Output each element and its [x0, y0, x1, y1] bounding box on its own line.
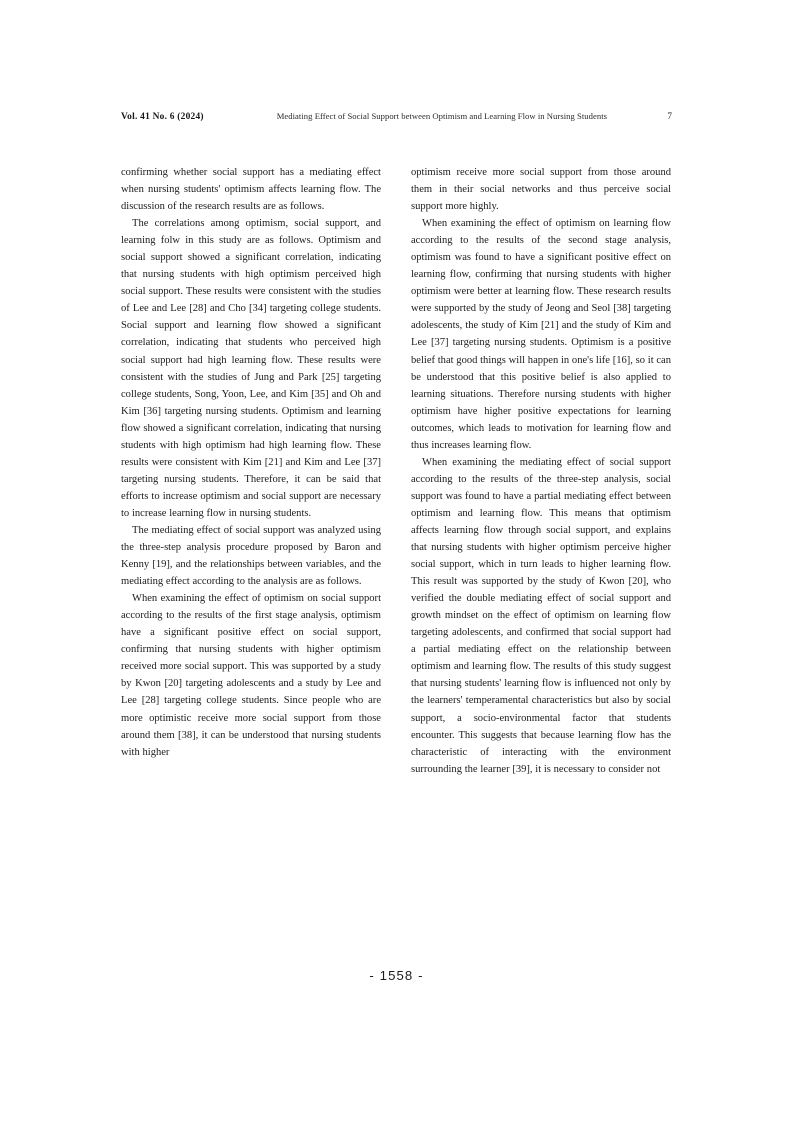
article-running-title: Mediating Effect of Social Support between Optimism and Learning Flow in Nursing Students	[276, 111, 608, 121]
paragraph: When examining the effect of optimism on social support according to the results of the first stage analysis, optimism have a significant positive effect on social support, confirming that nursing students with higher optimism received more social support. This was supported by a study by Kwon [20] targeting adolescents and a study by Lee and Lee [28] targeting college students. Since people who are more optimistic receive more social support from those around them [38], it can be understood that nursing students with higher	[121, 593, 381, 758]
page-folio: - 1558 -	[369, 968, 424, 983]
body-columns	[121, 164, 672, 942]
column-left	[121, 164, 381, 942]
paragraph: When examining the effect of optimism on learning flow according to the results of the second stage analysis, optimism was found to have a significant positive effect on learning flow, confirming that nursing students with higher optimism were better at learning flow. These research results were supported by the study of Jeong and Seol [38] targeting adolescents, the study of Kim [21] and the study of Kim and Lee [37] targeting nursing students. Optimism is a positive belief that good things will happen in one's life [16], so it can be understood that this positive belief is also applied to learning situations. Therefore nursing students with higher optimism have higher positive expectations for learning outcomes, which leads to motivation for learning flow and thus increases learning flow.	[411, 218, 671, 451]
paragraph: The correlations among optimism, social support, and learning folw in this study are as follows. Optimism and social support showed a significant correlation, indicating that nursing students with high optimism perceived high social support. These results were consistent with the studies of Lee and Lee [28] and Cho [34] targeting college students. Social support and learning flow showed a significant correlation, indicating that students who perceived high social support had high learning flow. These results were consistent with the studies of Jung and Park [25] targeting college students, Song, Yoon, Lee, and Kim [35] and Oh and Kim [36] targeting nursing students. Optimism and learning flow showed a significant correlation, indicating that nursing students with high optimism had high learning flow. These results were consistent with Kim [21] and Kim and Lee [37] targeting nursing students. Therefore, it can be said that efforts to increase optimism and social support are necessary to increase learning flow in nursing students.	[121, 218, 381, 519]
paragraph: The mediating effect of social support was analyzed using the three-step analysis procedure proposed by Baron and Kenny [19], and the relationships between variables, and the mediating effect according to the analysis are as follows.	[121, 524, 381, 588]
paragraph: When examining the mediating effect of social support according to the results of the three-step analysis, social support was found to have a partial mediating effect between optimism and learning flow. This means that optimism affects learning flow through social support, and explains that nursing students with higher optimism perceive higher social support, which in turn leads to higher learning flow. This result was supported by the study of Kwon [20], who verified the double mediating effect of social support and growth mindset on the effect of optimism on learning flow targeting adolescents, and confirmed that social support had a partial mediating effect on the relationship between optimism and learning flow. The results of this study suggest that nursing students' learning flow is influenced not only by the learners' temperamental characteristics but also by social support, a socio-environmental factor that students encounter. This suggests that because learning flow has the characteristic of interacting with the environment surrounding the learner [39], it is necessary to consider not	[411, 456, 671, 775]
running-head-page-marker: 7	[667, 111, 672, 121]
column-right	[411, 164, 671, 942]
paragraph: confirming whether social support has a mediating effect when nursing students' optimism affects learning flow. The discussion of the research results are as follows.	[121, 167, 381, 213]
running-head	[121, 111, 672, 127]
journal-volume-issue: Vol. 41 No. 6 (2024)	[121, 112, 204, 122]
paragraph: optimism receive more social support from those around them in their social networks and thus perceive social support more highly.	[411, 167, 671, 213]
